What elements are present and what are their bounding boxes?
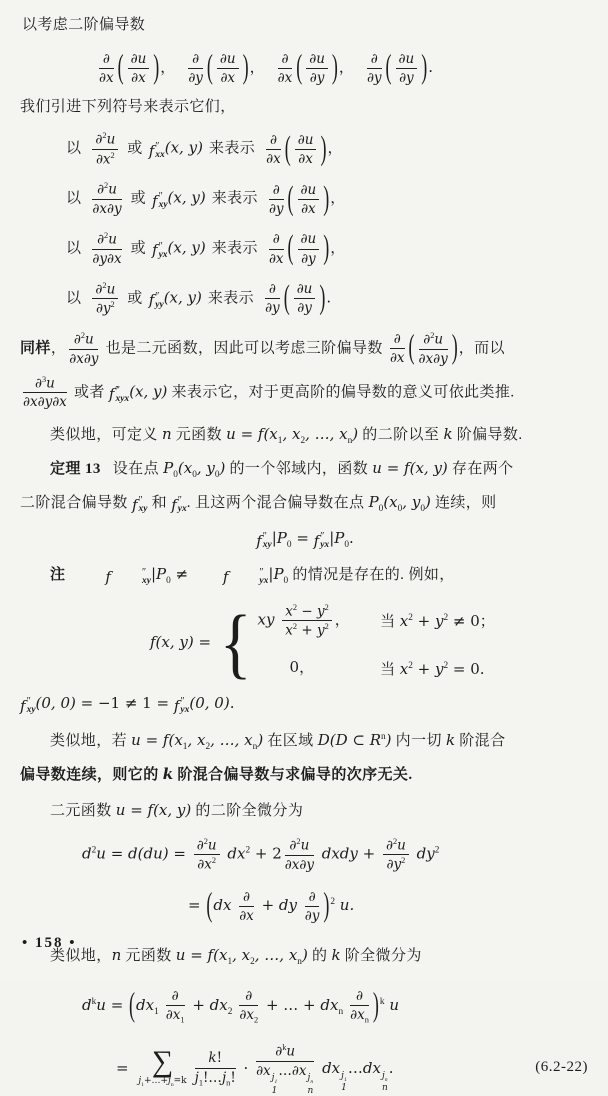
para-theorem-13-line1: 定理 13 设在点 $P_0(x_0$, $y_0$) 的一个邻域内，函数 u = f(x, y) 存在两个 [50,458,514,480]
para-theorem-13-line2: 二阶混合偏导数 f ″ xy 和 f ″ yx . 且这两个混合偏导数在点 $P_0(x_0$, $y_0$) 连续，则 [20,492,497,515]
piecewise-lhs: f(x, y) = [150,633,212,652]
display-second-order-partials: $\frac{\partial}{\partial x}$ ( $\frac{\partial u}{\partial x}$ )， $\frac{\partial}{\partial y}$ ( $\frac{\partial u}{\partial x}$ )， $\frac{\partial}{\partial x}$ ( $\frac{\partial u}{\partial y}$ )， $\frac{\partial}{\partial y}$ ( $\frac{\partial u}{\partial y}$ ). [99,47,434,87]
display-second-differential-line2: = (dx $\frac{\partial}{\partial x}$ + dy $\frac{\partial}{\partial y}$ )$^2$ u. [188,885,355,925]
page-number: • 158 • [22,935,77,951]
para-third-order-line1: 同样， $\frac{\partial^2u}{\partial x\partial y}$ 也是二元函数，因此可以考虑三阶偏导数 $\frac{\partial}{\partial x}$ ( $\frac{\partial^2u}{\partial x\partial y}$ )，而以 [20,328,505,367]
para-note-counterexample: 注 f ″ xy $|P_0$ ≠ f ″ yx $|P_0$ 的情况是存在的. 例如， [50,564,455,587]
para-define-n-variable: 类似地，可定义 n 元函数 $u = f(x_1$, $x_2$, …, $x_n$) 的二阶以至 k 阶偏导数. [50,424,523,446]
notation-line-dyy: 以 $\frac{\partial^2u}{\partial y^2}$ 或 f ″ yy (x, y) 来表示 $\frac{\partial}{\partial y}$ ( $\frac{\partial u}{\partial y}$ ). [66,278,332,317]
notation-line-dxx: 以 $\frac{\partial^2u}{\partial x^2}$ 或 f ″ xx (x, y) 来表示 $\frac{\partial}{\partial x}$ ( $\frac{\partial u}{\partial x}$ )， [66,128,343,168]
notation-line-dyx: 以 $\frac{\partial^2u}{\partial y\partial x}$ 或 f ″ yx (x, y) 来表示 $\frac{\partial}{\partial x}$ ( $\frac{\partial u}{\partial y}$ )， [66,228,346,267]
equation-mixed-partials-equal: f ″ xy $|P_0$ = f ″ yx $|P_0$. [256,528,354,551]
para-continuation-intro: 以考虑二阶偏导数 [22,17,146,33]
notation-line-dxy: 以 $\frac{\partial^2u}{\partial x\partial y}$ 或 f ″ xy (x, y) 来表示 $\frac{\partial}{\partial y}$ ( $\frac{\partial u}{\partial x}$ )， [66,178,346,218]
case1-condition: 当 $x^2 + y^2 \ne 0$； [380,612,496,631]
display-k-differential-line2 [116,1043,590,1094]
left-brace: { [219,599,252,687]
equation-number: (6.2-22) [535,1059,588,1076]
para-k-differential-intro: 类似地，n 元函数 $u = f(x_1$, $x_2$, …, $x_n$) 的 k 阶全微分为 [50,946,422,968]
case2-expression: 0， [289,658,315,677]
display-piecewise-function [150,599,590,687]
case1-expression: xy $\frac{x^2 - y^2}{x^2 + y^2}$ ， [257,602,351,639]
para-k-order-mixed-line1: 类似地，若 $u = f(x_1$, $x_2$, …, $x_n$) 在区域 D(D ⊂ $R^n$) 内一切 k 阶混合 [50,730,506,752]
k-differential-sum-expression: = ∑ $j_1+\dots+j_n=k$ $\frac{k!}{j_1!\dots j_n!}$ · ∂$^k$u ∂x $j_1$ 1 …∂x $j_n$ n dx $j_1$ 1 …dx $j_n$ n . [116,1043,394,1096]
display-k-differential-line1: $d^ku = (dx_1$ $\frac{\partial}{\partial x_1}$ + $dx_2$ $\frac{\partial}{\partial x_2}$ + … + $dx_n$ $\frac{\partial}{\partial x_n}$ )$^k$ u [82,985,399,1025]
display-second-differential-line1: $d^2u = d(du)$ = $\frac{\partial^2u}{\partial x^2}$ $dx^2 + 2$ $\frac{\partial^2u}{\partial x\partial y}$ dxdy + $\frac{\partial^2u}{\partial y^2}$ $dy^2$ [82,836,440,873]
para-third-order-line2: $\frac{\partial^3u}{\partial x\partial y\partial x}$ 或者 f ‴ xyx (x, y) 来表示它，对于更高阶的偏导数的意义可依此类推. [23,374,515,411]
line-counterexample-values: f ″ xy (0, 0) = −1 ≠ 1 = f ″ yx (0, 0). [20,693,235,716]
case2-condition: 当 $x^2 + y^2 = 0$. [380,659,485,678]
para-second-differential-intro: 二元函数 u = f(x, y) 的二阶全微分为 [50,800,304,819]
piecewise-cases [258,603,496,684]
para-k-order-mixed-line2: 偏导数连续，则它的 k 阶混合偏导数与求偏导的次序无关. [20,764,413,783]
para-introduce-notation: 我们引进下列符号来表示它们， [20,99,236,116]
